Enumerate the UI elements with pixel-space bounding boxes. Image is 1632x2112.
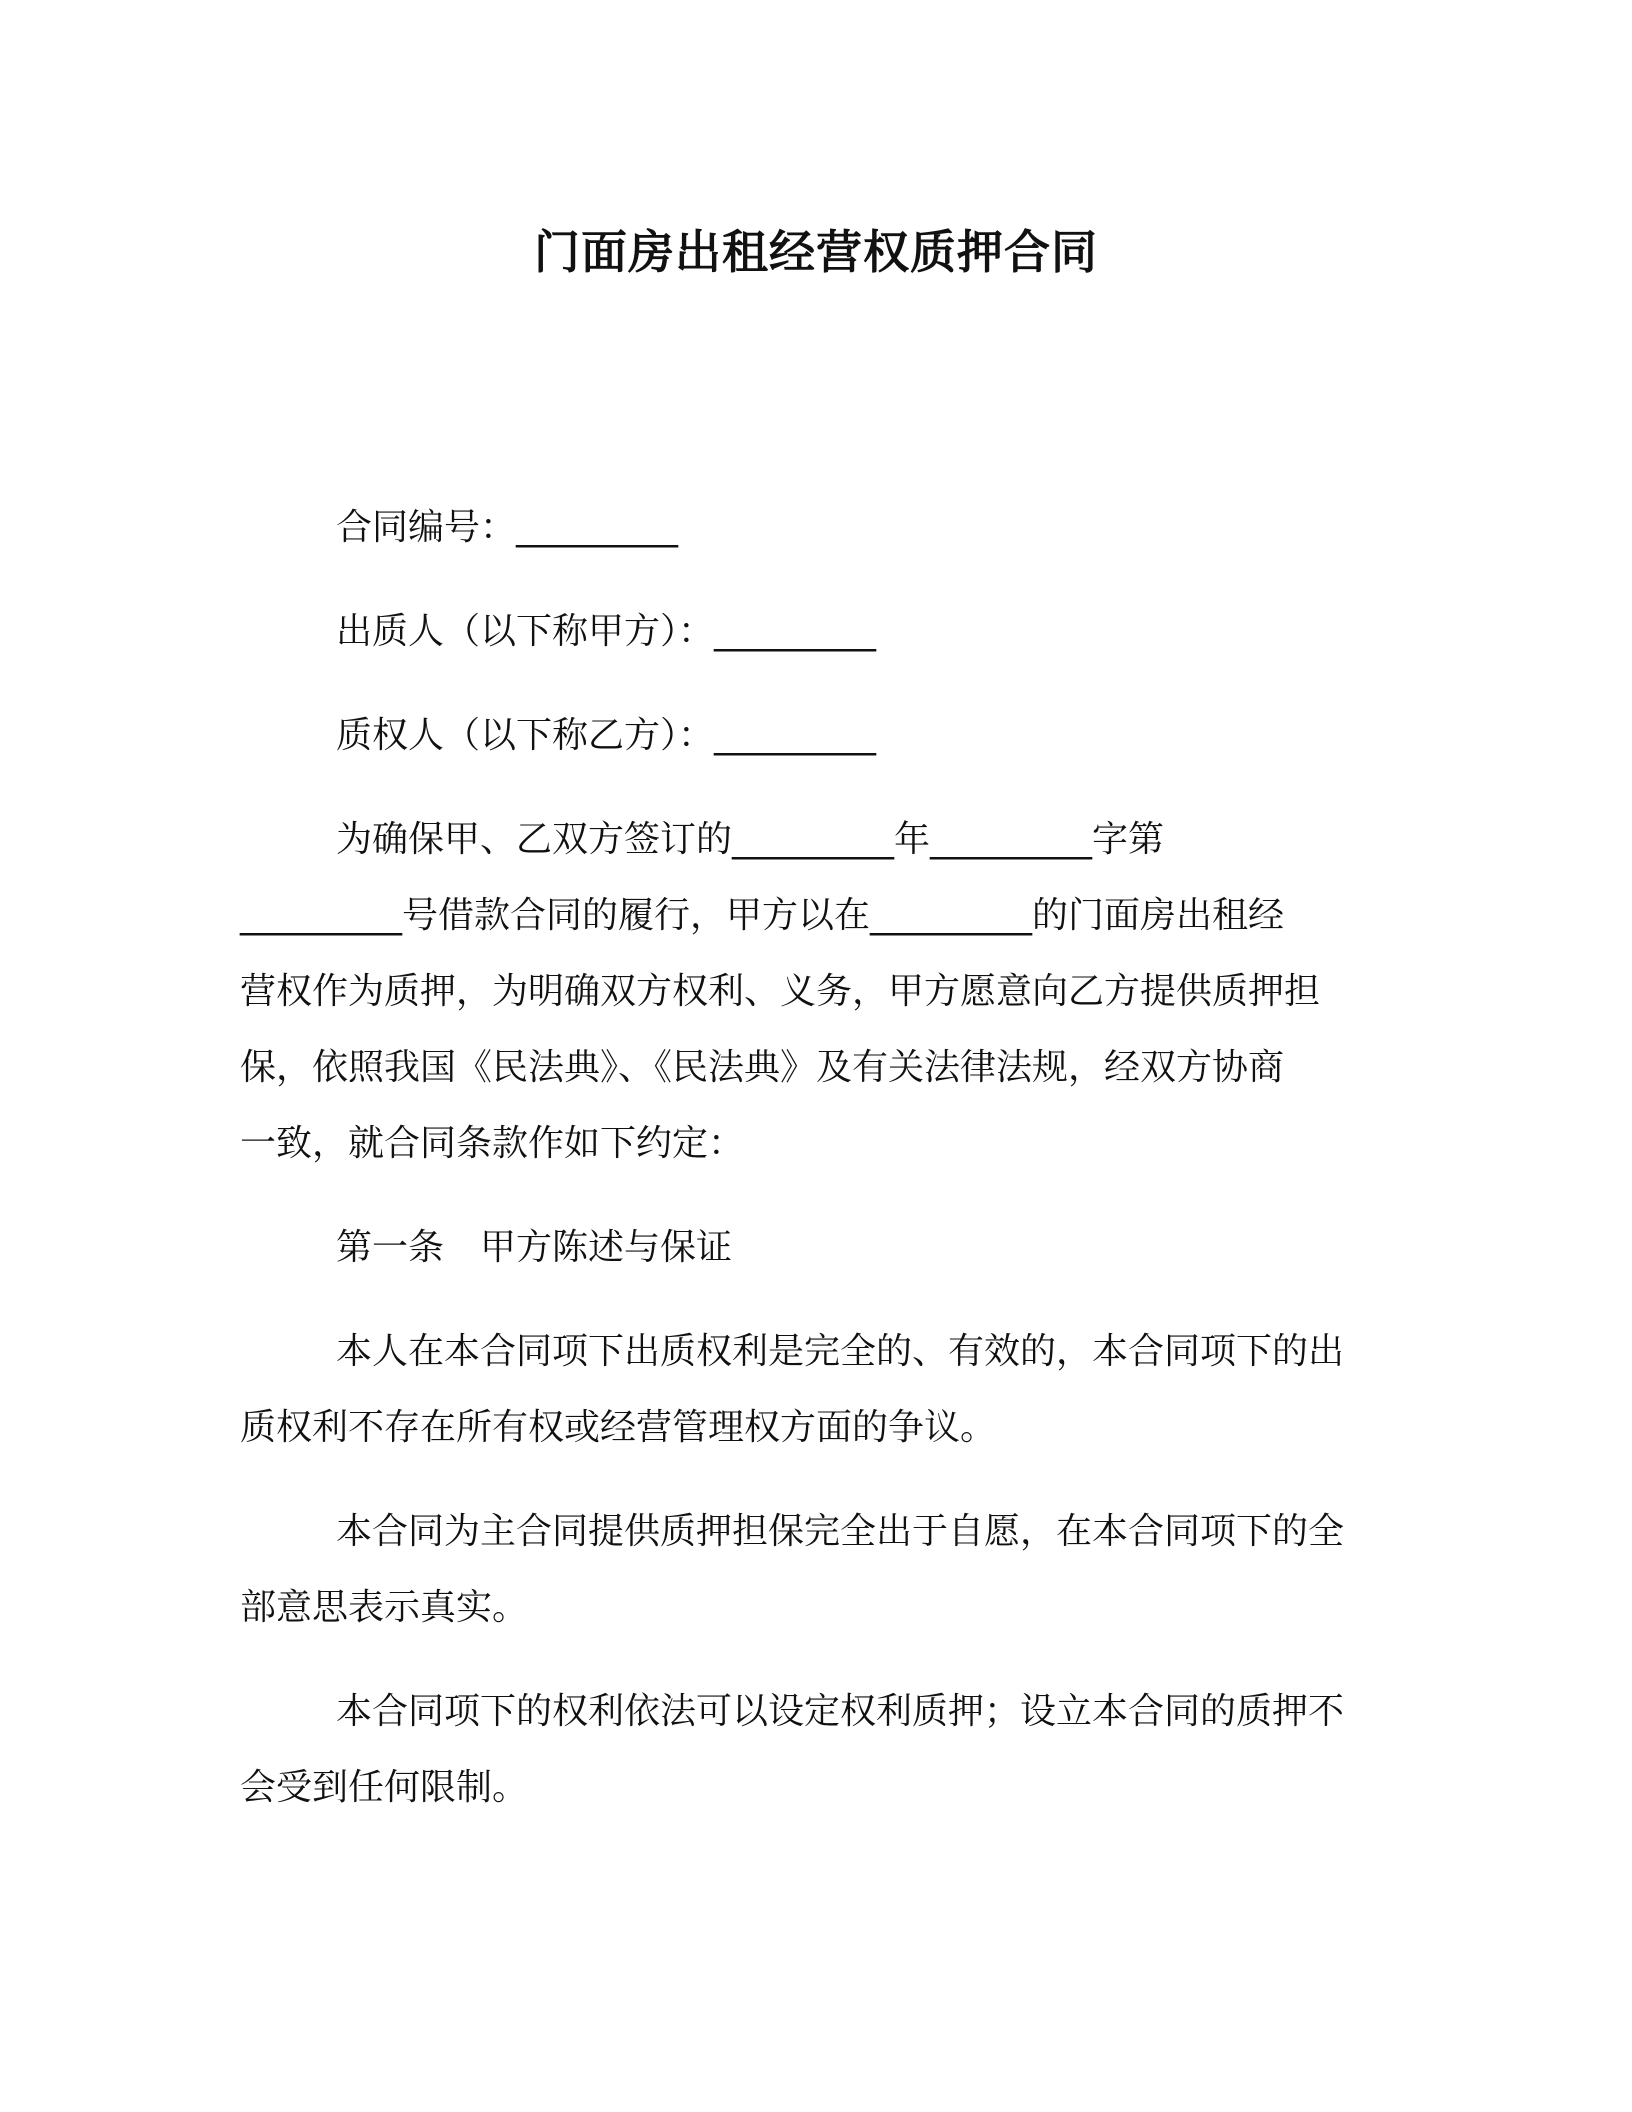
paragraph-line: 本人在本合同项下出质权利是完全的、有效的，本合同项下的出 <box>336 1331 1345 1372</box>
preamble-paragraph <box>240 802 1390 1182</box>
paragraph-line: 本合同项下的权利依法可以设定权利质押；设立本合同的质押不 <box>336 1691 1345 1732</box>
spacer <box>240 1182 1390 1210</box>
paragraph-line: 会受到任何限制。 <box>240 1767 529 1808</box>
article-1-paragraph <box>240 1314 1390 1466</box>
paragraph-line: 本合同为主合同提供质押担保完全出于自愿，在本合同项下的全 <box>336 1511 1345 1552</box>
spacer <box>240 1646 1390 1674</box>
paragraph-line: 质权利不存在所有权或经营管理权方面的争议。 <box>240 1407 997 1448</box>
spacer <box>240 566 1390 594</box>
preamble-line: 保，依照我国《民法典》、《民法典》及有关法律法规，经双方协商 <box>240 1047 1285 1088</box>
document-title: 门面房出租经营权质押合同 <box>534 225 1098 279</box>
spacer <box>240 1466 1390 1494</box>
spacer <box>240 774 1390 802</box>
contract-number-field: 合同编号：_________ <box>336 507 679 548</box>
spacer <box>240 1286 1390 1314</box>
article-1-paragraph <box>240 1674 1390 1826</box>
preamble-line: _________号借款合同的履行，甲方以在_________的门面房出租经 <box>240 895 1285 936</box>
preamble-line: 为确保甲、乙双方签订的_________年_________字第 <box>336 819 1165 860</box>
document-body <box>240 490 1390 1826</box>
pledgor-field: 出质人（以下称甲方）：_________ <box>336 611 877 652</box>
paragraph-line: 部意思表示真实。 <box>240 1587 529 1628</box>
article-1-paragraph <box>240 1494 1390 1646</box>
spacer <box>240 670 1390 698</box>
preamble-line: 营权作为质押，为明确双方权利、义务，甲方愿意向乙方提供质押担 <box>240 971 1321 1012</box>
article-1-heading: 第一条 甲方陈述与保证 <box>336 1227 733 1268</box>
preamble-line: 一致，就合同条款作如下约定： <box>240 1123 745 1164</box>
pledgee-field: 质权人（以下称乙方）：_________ <box>336 715 877 756</box>
